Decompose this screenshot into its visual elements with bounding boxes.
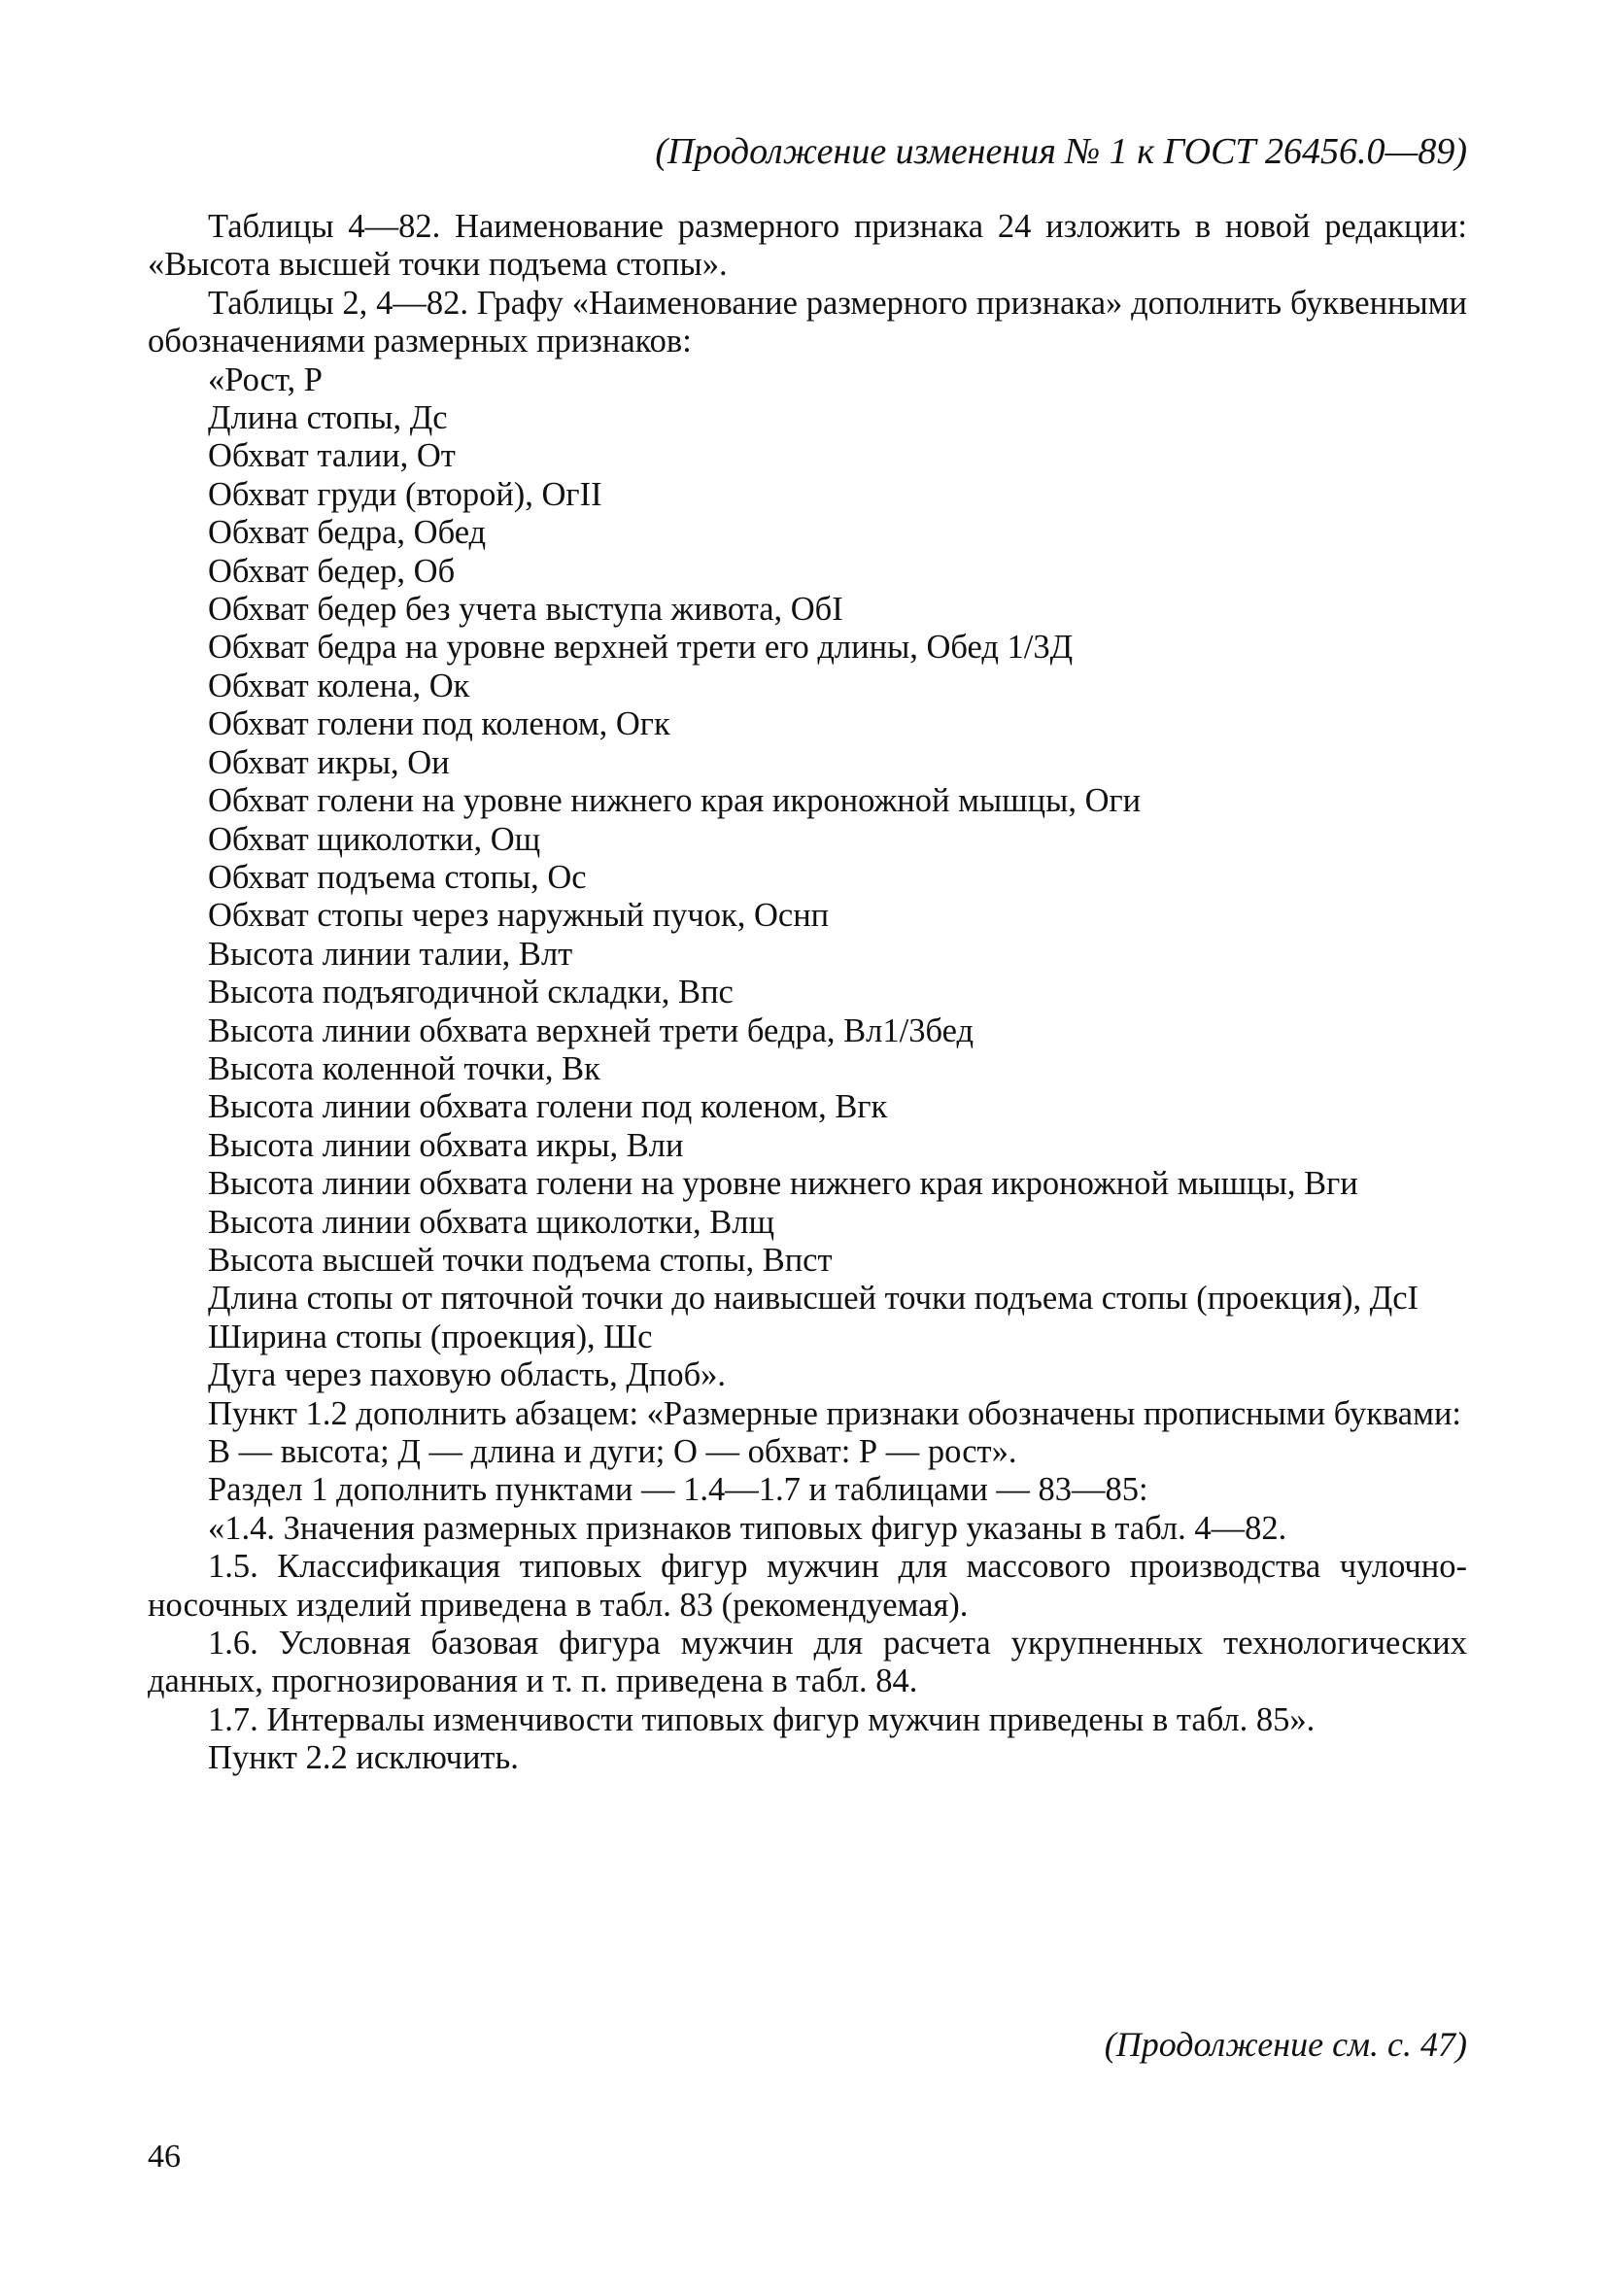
list-item: Высота линии обхвата щиколотки, Влщ	[208, 1203, 775, 1241]
list-item: Длина стопы от пяточной точки до наивысшей точки подъема стопы (проекция), ДсI	[208, 1280, 1419, 1318]
list-item: Высота подъягодичной складки, Впс	[208, 974, 734, 1011]
list-item: Ширина стопы (проекция), Шс	[208, 1318, 653, 1355]
paragraph-table-2-4-82: Таблицы 2, 4—82. Графу «Наименование размерного признака» дополнить буквенными обозначениями размерных признаков:	[148, 284, 1467, 360]
list-item: Высота линии обхвата верхней трети бедра, Вл1/3бед	[208, 1011, 974, 1049]
list-item: Высота линии обхвата икры, Вли	[208, 1126, 684, 1164]
list-item: Обхват икры, Ои	[208, 743, 450, 781]
paragraph-item-2-2: Пункт 2.2 исключить.	[208, 1739, 519, 1777]
list-item: Обхват стопы через наружный пучок, Оснп	[208, 897, 830, 935]
paragraph-section-1: Раздел 1 дополнить пунктами — 1.4—1.7 и таблицами — 83—85:	[208, 1471, 1148, 1509]
paragraph-1-6: 1.6. Условная базовая фигура мужчин для расчета укрупненных технологических данных, прогнозирования и т. п. приведена в табл. 84.	[148, 1625, 1467, 1700]
list-item: «Рост, Р	[208, 360, 323, 398]
paragraph-table-4-82: Таблицы 4—82. Наименование размерного признака 24 изложить в новой редакции: «Высота высшей точки подъема стопы».	[148, 208, 1467, 284]
list-item: Обхват бедра, Обед	[208, 514, 487, 552]
list-item: Высота линии обхвата голени под коленом, Вгк	[208, 1088, 888, 1126]
list-item: Обхват щиколотки, Ощ	[208, 820, 541, 858]
paragraph-1-4: «1.4. Значения размерных признаков типовых фигур указаны в табл. 4—82.	[208, 1509, 1287, 1547]
paragraph-1-7: 1.7. Интервалы изменчивости типовых фигур мужчин приведены в табл. 85».	[208, 1700, 1316, 1738]
list-item: Обхват голени под коленом, Огк	[208, 705, 670, 743]
list-item: Высота высшей точки подъема стопы, Впст	[208, 1241, 833, 1279]
paragraph-item-1-2: Пункт 1.2 дополнить абзацем: «Размерные признаки обозначены прописными буквами:	[208, 1394, 1461, 1432]
list-item: Дуга через паховую область, Дпоб».	[208, 1356, 727, 1394]
list-item: Длина стопы, Дс	[208, 399, 448, 437]
list-item: Обхват груди (второй), ОгII	[208, 475, 602, 513]
list-item: Высота линии талии, Влт	[208, 935, 573, 973]
list-item: Обхват подъема стопы, Ос	[208, 858, 587, 896]
list-item: Высота коленной точки, Вк	[208, 1049, 600, 1087]
paragraph-1-5: 1.5. Классификация типовых фигур мужчин для массового производства чулочно-носочных изделий приведена в табл. 83 (рекомендуемая).	[148, 1548, 1467, 1624]
list-item: Высота линии обхвата голени на уровне нижнего края икроножной мышцы, Вги	[208, 1165, 1358, 1203]
continuation-note: (Продолжение см. с. 47)	[1104, 2025, 1467, 2064]
list-item: Обхват бедер, Об	[208, 552, 456, 590]
list-item: Обхват талии, От	[208, 437, 456, 475]
list-item: Обхват бедра на уровне верхней трети его длины, Обед 1/3Д	[208, 629, 1074, 667]
paragraph-legend: В — высота; Д — длина и дуги; О — обхват: Р — рост».	[208, 1433, 1017, 1470]
list-item: Обхват колена, Ок	[208, 667, 470, 704]
page-number: 46	[148, 2139, 181, 2175]
running-header: (Продолжение изменения № 1 к ГОСТ 26456.0—89)	[655, 131, 1467, 172]
list-item: Обхват голени на уровне нижнего края икроножной мышцы, Оги	[208, 782, 1142, 820]
document-body	[148, 208, 1467, 1778]
list-item: Обхват бедер без учета выступа живота, ОбI	[208, 591, 843, 629]
